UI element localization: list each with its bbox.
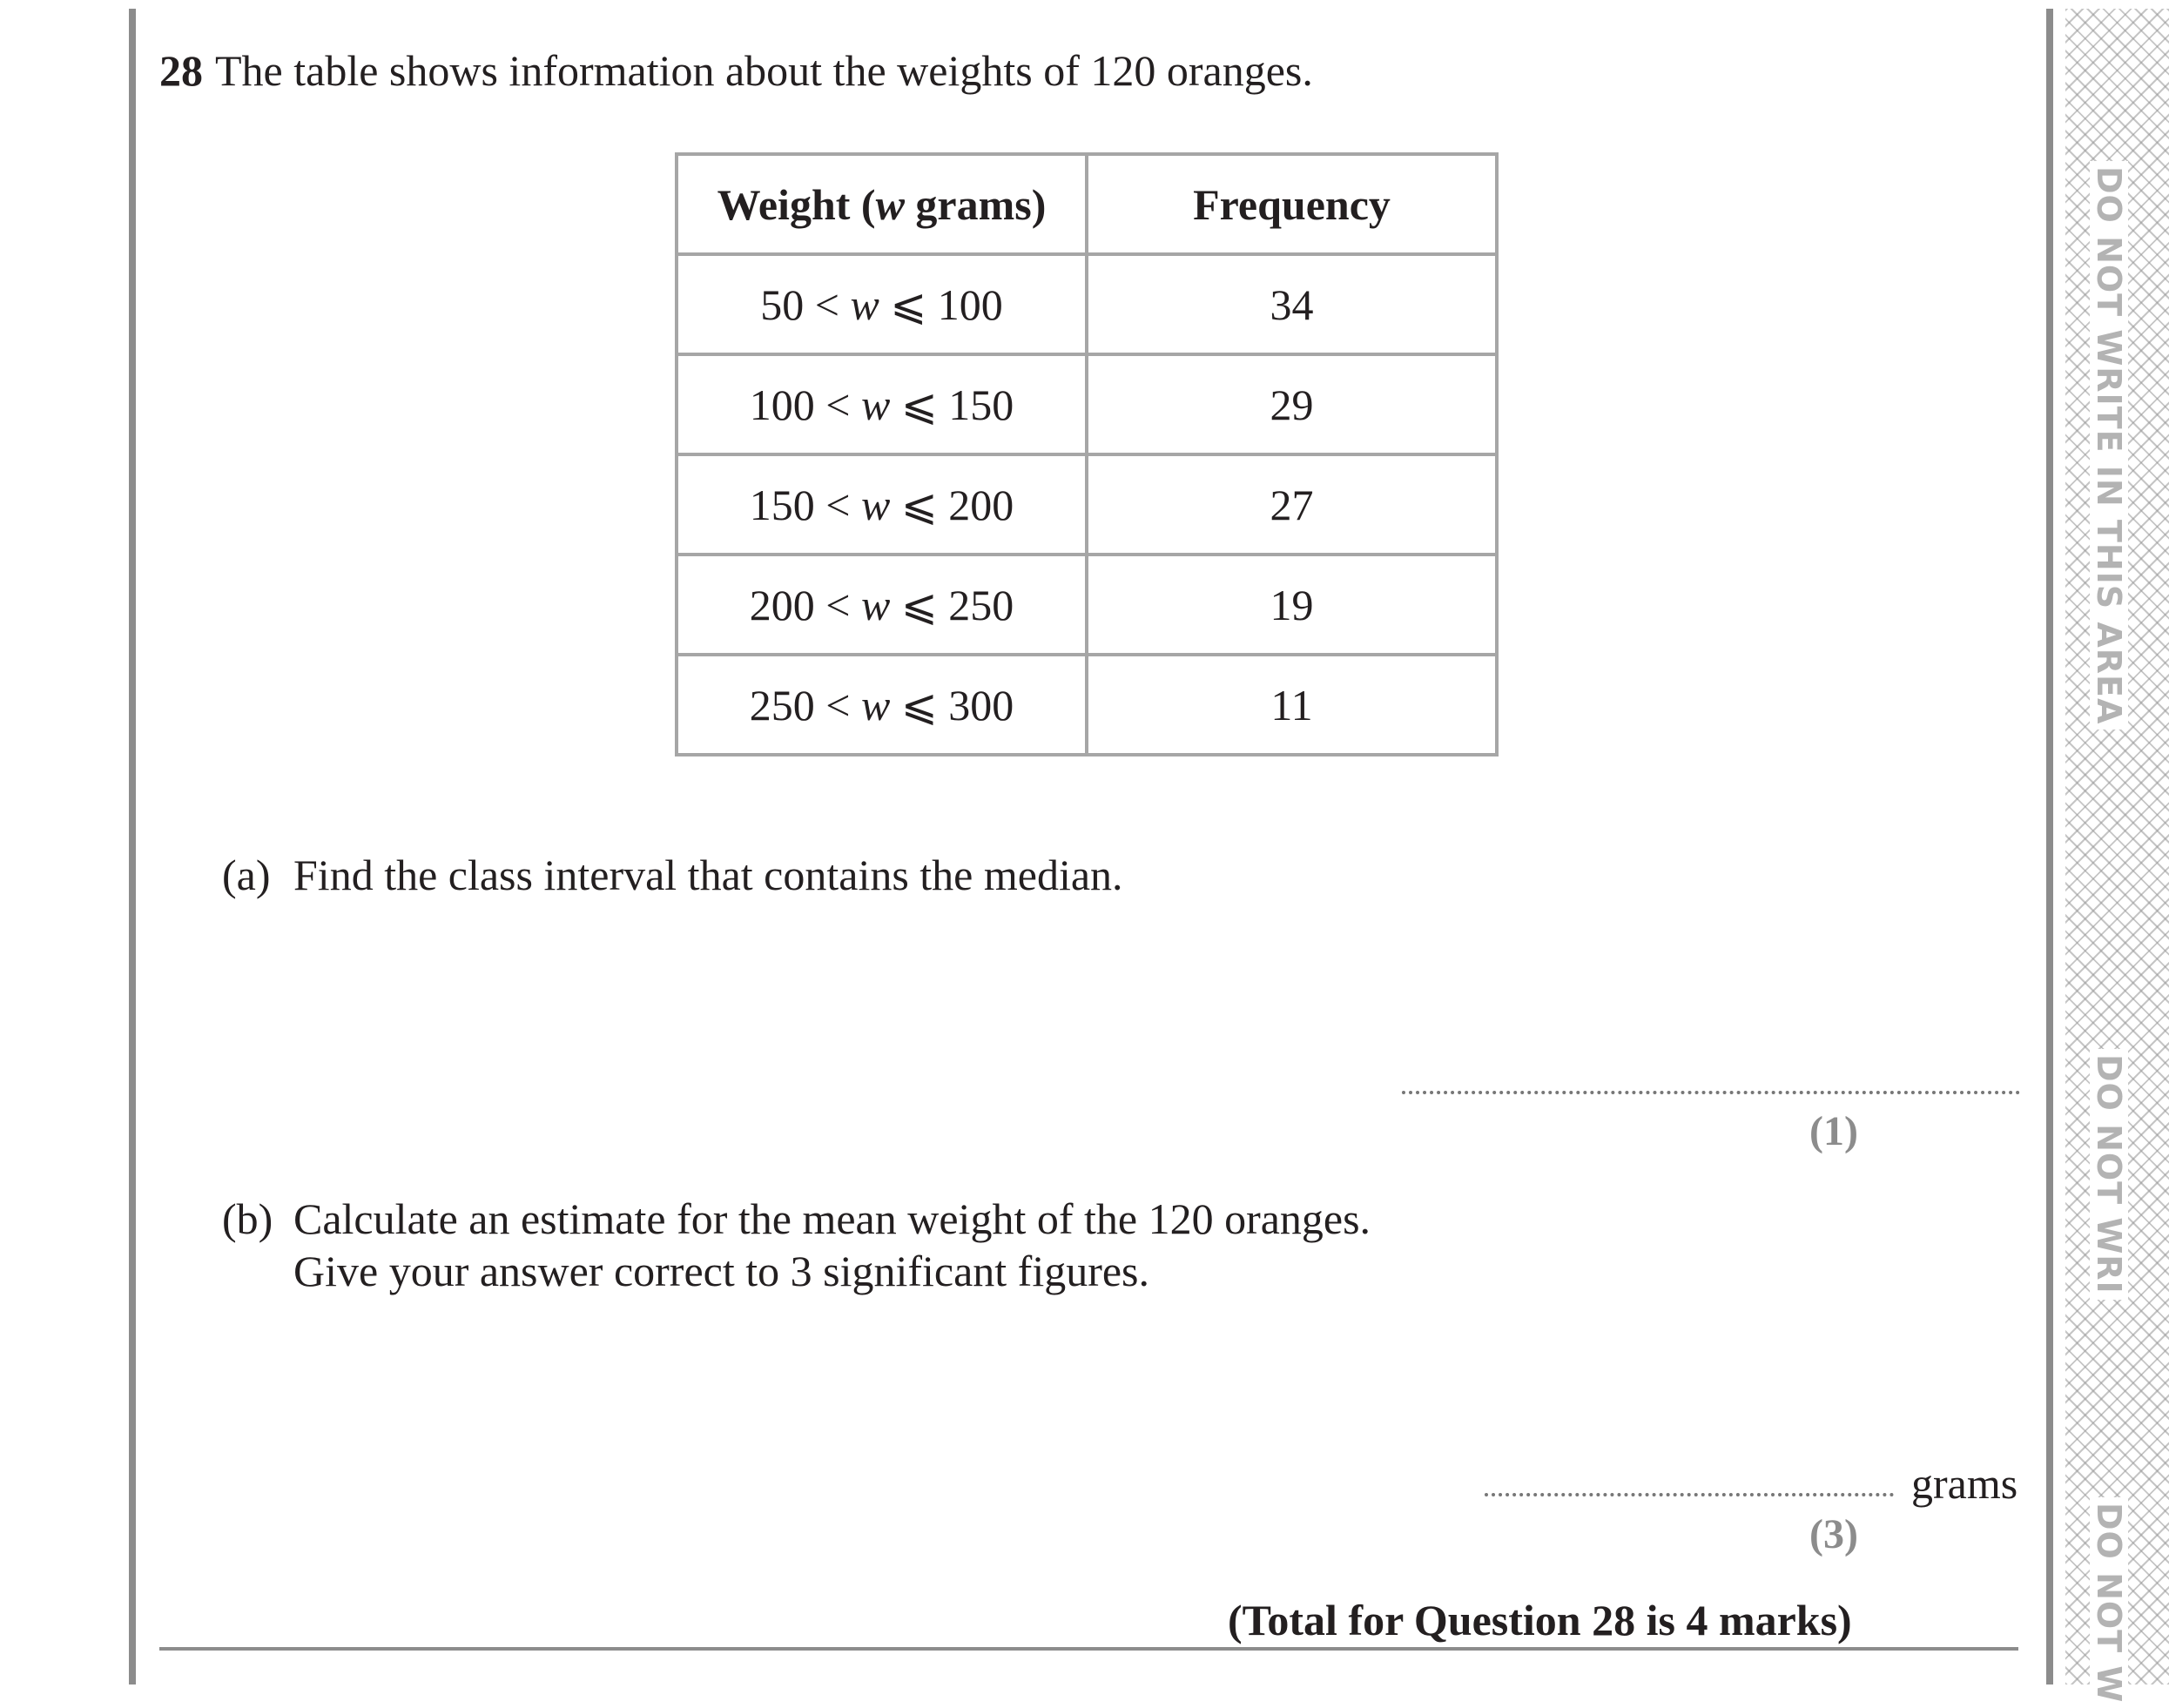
part-b-label: (b) [222, 1194, 273, 1243]
question-number: 28 [159, 46, 203, 95]
weight-interval-cell: 100 < w ⩽ 150 [677, 354, 1087, 454]
frequency-cell: 34 [1087, 254, 1497, 354]
table-header-row [677, 154, 1497, 254]
table-row [677, 655, 1497, 755]
margin-warning-2: DO NOT WRI [2090, 1049, 2128, 1300]
right-margin-line [2046, 9, 2053, 1684]
table-row [677, 254, 1497, 354]
answer-line-a[interactable] [1402, 1091, 2020, 1094]
part-a-label: (a) [222, 851, 271, 899]
part-b [222, 1193, 1371, 1297]
frequency-cell: 19 [1087, 555, 1497, 655]
marks-a: (1) [1809, 1108, 1858, 1154]
frequency-table [675, 152, 1499, 756]
question-total: (Total for Question 28 is 4 marks) [1228, 1596, 1852, 1644]
weight-interval-cell: 150 < w ⩽ 200 [677, 454, 1087, 555]
margin-warning-1: DO NOT WRITE IN THIS AREA [2090, 161, 2128, 730]
part-a [222, 849, 1123, 901]
table-row [677, 354, 1497, 454]
frequency-cell: 29 [1087, 354, 1497, 454]
part-a-text: Find the class interval that contains the median. [293, 851, 1123, 899]
answer-unit: grams [1911, 1459, 2018, 1508]
frequency-cell: 27 [1087, 454, 1497, 555]
weight-interval-cell: 200 < w ⩽ 250 [677, 555, 1087, 655]
question-heading [159, 45, 1313, 96]
weight-interval-cell: 50 < w ⩽ 100 [677, 254, 1087, 354]
frequency-header: Frequency [1087, 154, 1497, 254]
marks-b: (3) [1809, 1511, 1858, 1557]
frequency-cell: 11 [1087, 655, 1497, 755]
bottom-rule [159, 1647, 2018, 1651]
margin-warning-3: DO NOT W [2090, 1497, 2128, 1708]
part-b-line1: Calculate an estimate for the mean weight of the 120 oranges. [293, 1194, 1371, 1243]
part-b-line2: Give your answer correct to 3 significant figures. [293, 1247, 1150, 1295]
weight-interval-cell: 250 < w ⩽ 300 [677, 655, 1087, 755]
weight-header: Weight (w grams) [677, 154, 1087, 254]
table-row [677, 454, 1497, 555]
answer-line-b[interactable] [1485, 1493, 1894, 1496]
question-text: The table shows information about the weights of 120 oranges. [215, 46, 1313, 95]
table-row [677, 555, 1497, 655]
left-margin-line [129, 9, 136, 1684]
